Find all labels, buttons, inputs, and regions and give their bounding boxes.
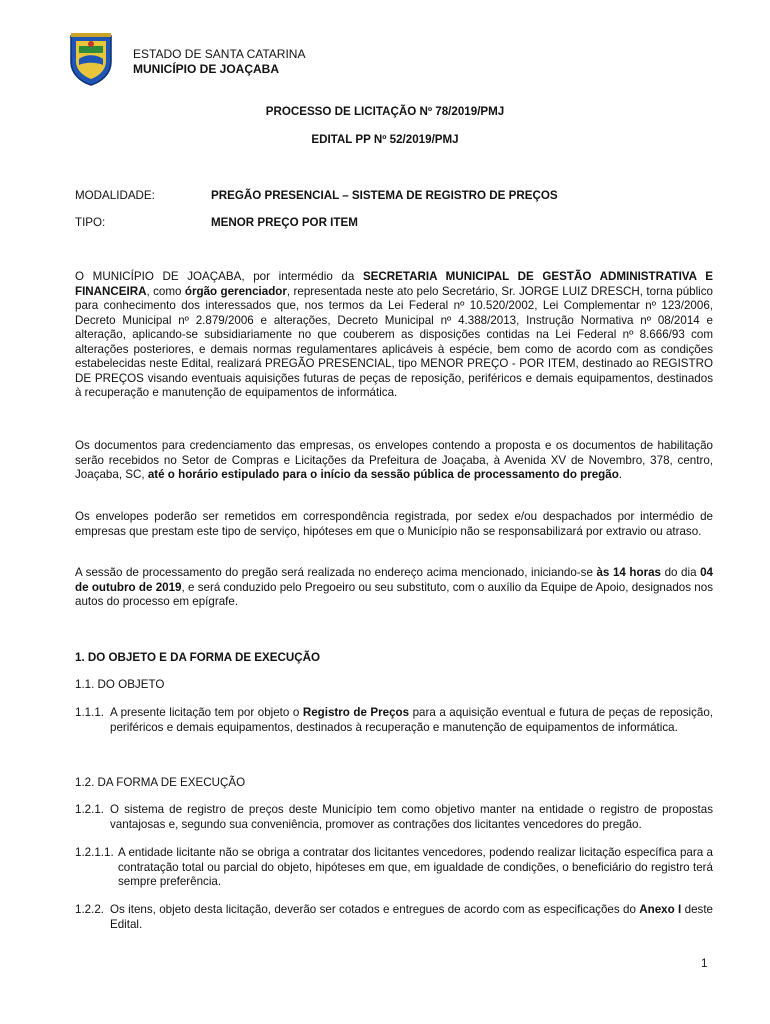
clause-1-2-1-number: 1.2.1. [75,803,105,816]
intro-paragraph: O MUNICÍPIO DE JOAÇABA, por intermédio da SECRETARIA MUNICIPAL DE GESTÃO ADMINISTRATIVA E FINANCEIRA, como órgão gerenciador, representada neste ato pelo Secretário, Sr. JORGE LUIZ DRESCH, torna público para conhecimento dos interessados que, nos termos da Lei Federal nº 10.520/2002, Lei Complementar nº 123/2006, Decreto Municipal nº 2.879/2006 e alterações, Decreto Municipal nº 4.388/2013, Instrução Normativa nº 08/2014 e alteração, aplicando-se subsidiariamente no que couberem as disposições contidas na Lei Federal nº 8.666/93 com alterações posteriores, e demais normas regulamentares aplicáveis à espécie, bem como de acordo com as condições estabelecidas neste Edital, realizará PREGÃO PRESENCIAL, tipo MENOR PREÇO - POR ITEM, destinado ao REGISTRO DE PREÇOS visando eventuais aquisições futuras de peças de reposição, periféricos e demais equipamentos, destinados à recuperação e manutenção de equipamentos de informática. [75,270,714,399]
section-1-2-heading: 1.2. DA FORMA DE EXECUÇÃO [75,776,246,789]
clause-1-2-2: Os itens, objeto desta licitação, deverão ser cotados e entregues de acordo com as especificações do Anexo I deste Edital. [110,903,713,931]
modalidade-value: PREGÃO PRESENCIAL – SISTEMA DE REGISTRO DE PREÇOS [211,189,558,202]
tipo-label: TIPO: [75,216,106,229]
clause-1-2-1-1: A entidade licitante não se obriga a contratar dos licitantes vencedores, podendo realizar licitação específica para a contratação total ou parcial do objeto, hipóteses em que, em igualdade de condições, o beneficiário do registro terá sempre preferência. [118,846,713,888]
session-paragraph: A sessão de processamento do pregão será realizada no endereço acima mencionado, iniciando-se às 14 horas do dia 04 de outubro de 2019, e será conduzido pelo Pregoeiro ou seu substituto, com o auxílio da Equipe de Apoio, designados nos autos do processo em epígrafe. [75,566,713,608]
edital-title: EDITAL PP Nº 52/2019/PMJ [311,133,459,146]
modalidade-label: MODALIDADE: [75,189,155,202]
clause-1-1-1-number: 1.1.1. [75,706,105,719]
page-number: 1 [701,957,708,970]
municipal-crest [68,32,114,86]
tipo-value: MENOR PREÇO POR ITEM [211,216,358,229]
municipality-name: MUNICÍPIO DE JOAÇABA [133,62,280,76]
clause-1-2-2-number: 1.2.2. [75,903,105,916]
documents-paragraph: Os documentos para credenciamento das empresas, os envelopes contendo a proposta e os documentos de habilitação serão recebidos no Setor de Compras e Licitações da Prefeitura de Joaçaba, à Avenida XV de Novembro, 378, centro, Joaçaba, SC, até o horário estipulado para o início da sessão pública de processamento do pregão. [75,439,713,481]
letterhead [133,47,305,77]
process-title: PROCESSO DE LICITAÇÃO Nº 78/2019/PMJ [265,105,505,118]
clause-1-2-1: O sistema de registro de preços deste Município tem como objetivo manter na entidade o registro de propostas vantajosas e, segundo sua conveniência, promover as contrações dos licitantes vencedores do pregão. [110,803,713,831]
envelopes-paragraph: Os envelopes poderão ser remetidos em correspondência registrada, por sedex e/ou despachados por intermédio de empresas que prestam este tipo de serviço, hipóteses em que o Município não se responsabilizará por extravio ou atraso. [75,510,713,538]
section-1-heading: 1. DO OBJETO E DA FORMA DE EXECUÇÃO [75,651,321,664]
clause-1-2-1-1-number: 1.2.1.1. [75,846,114,859]
clause-1-1-1: A presente licitação tem por objeto o Registro de Preços para a aquisição eventual e futura de peças de reposição, periféricos e demais equipamentos, destinados à recuperação e manutenção de equipamentos de informática. [110,706,714,734]
state-name: ESTADO DE SANTA CATARINA [133,47,306,61]
section-1-1-heading: 1.1. DO OBJETO [75,678,165,691]
